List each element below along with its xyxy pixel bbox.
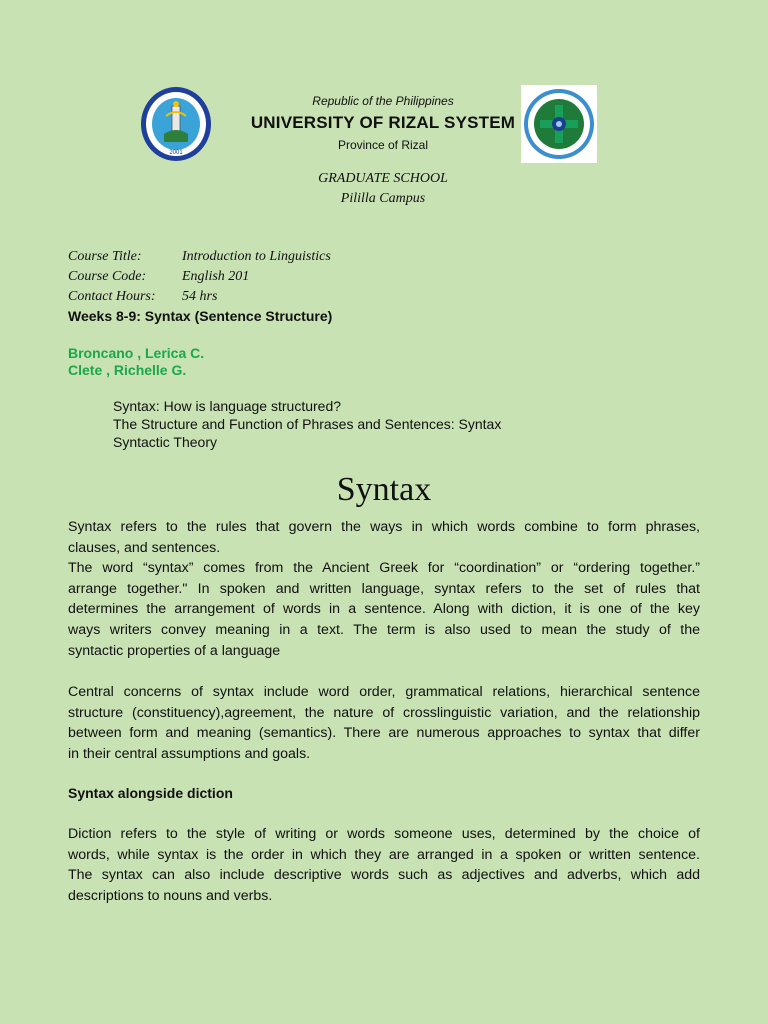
paragraph-line: between form and meaning (semantics). There are numerous approaches to syntax that differ [68,725,700,742]
province-line: Province of Rizal [337,138,429,152]
paragraph-line: words, while syntax is the order in which they are arranged in a spoken or written sentence. [68,846,700,863]
topic-line: Syntax: How is language structured? [113,398,342,414]
paragraph-line: The syntax can also include descriptive words such as adjectives and adverbs, which add [68,867,700,884]
topic-line: The Structure and Function of Phrases and Sentences: Syntax [113,416,502,432]
paragraph-line: The word “syntax” comes from the Ancient Greek for “coordination” or “ordering together.” [68,560,700,577]
paragraph-line: Central concerns of syntax include word order, grammatical relations, hierarchical sentence [68,684,700,700]
weeks-heading: Weeks 8-9: Syntax (Sentence Structure) [68,308,333,324]
paragraph-line: Syntax refers to the rules that govern the ways in which words combine to form phrases, [68,519,700,535]
contact-hours-label: Contact Hours: [68,289,156,304]
republic-line: Republic of the Philippines [312,94,454,108]
paragraph-diction [68,824,700,906]
paragraph-line: determines the arrangement of words in a sentence. Along with diction, it is one of the key [68,601,700,618]
course-code-value: English 201 [182,269,250,284]
campus-label: Pililla Campus [340,191,426,206]
paragraph-line: in their central assumptions and goals. [68,745,311,762]
contact-hours-value: 54 hrs [182,289,218,304]
paragraph-definition [68,517,700,661]
course-code-label: Course Code: [68,269,147,284]
paragraph-line: structure (constituency),agreement, the nature of crosslinguistic variation, and the relationship [68,704,700,721]
university-name: UNIVERSITY OF RIZAL SYSTEM [250,113,516,132]
paragraph-line: clauses, and sentences. [68,539,221,556]
course-title-label: Course Title: [68,249,142,264]
paragraph-line: arrange together." In spoken and written language, syntax refers to the set of rules that [68,580,700,597]
paragraph-line: Diction refers to the style of writing or words someone uses, determined by the choice of [68,826,700,842]
svg-text:2001: 2001 [169,150,183,156]
paragraph-line: descriptions to nouns and verbs. [68,887,273,904]
section-subheading: Syntax alongside diction [68,785,233,801]
paragraph-concerns [68,682,700,764]
university-seal-logo [140,86,212,162]
topic-line: Syntactic Theory [113,434,218,450]
graduate-school-label: GRADUATE SCHOOL [318,171,448,186]
document-title: Syntax [336,471,432,508]
paragraph-line: ways writers convey meaning in a text. The term is also used to mean the study of the [68,621,700,638]
author-name: Clete , Richelle G. [68,362,187,378]
course-title-value: Introduction to Linguistics [182,249,331,264]
graduate-school-logo [521,85,597,163]
author-name: Broncano , Lerica C. [68,345,205,361]
paragraph-line: syntactic properties of a language [68,642,281,659]
